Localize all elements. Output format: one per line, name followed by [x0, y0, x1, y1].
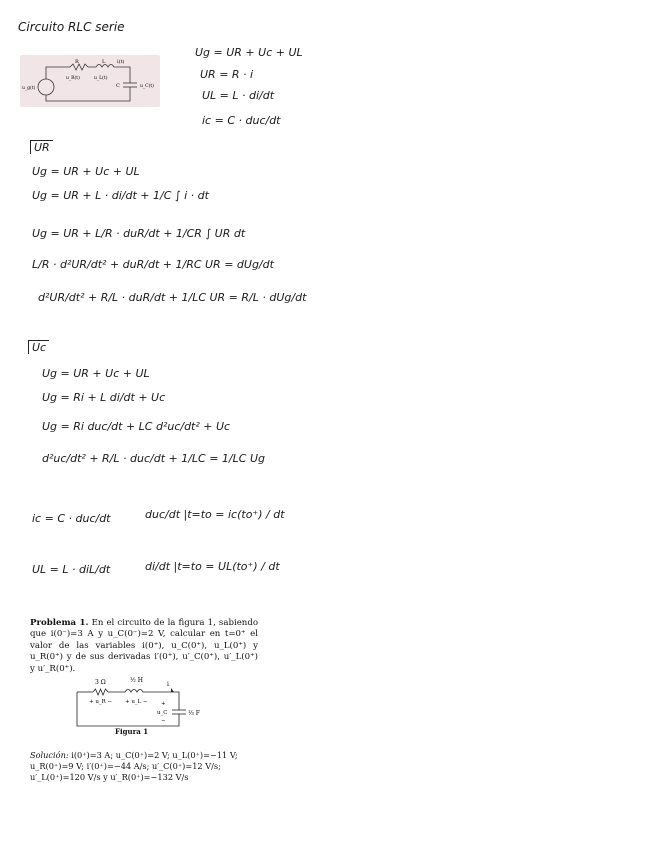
- label-i: i(t): [117, 59, 125, 65]
- problem-text: En el circuito de la figura 1, sabiendo que i(0⁻)=3 A y u_C(0⁻)=2 V, calcular en t=0⁺ el valor de las variables i(0⁺), u_C(0⁺), u_L(0⁺) y u_R(0⁺) y de sus derivadas i′(0⁺), u′_C(0⁺), u′_L(0⁺) y u′_R(0⁺).: [30, 618, 258, 674]
- fig-label-i: i: [167, 681, 169, 688]
- ur-line-3: Ug = UR + L/R · duR/dt + 1/CR ∫ UR dt: [32, 227, 246, 240]
- fig-label-3ohm: 3 Ω: [95, 679, 106, 686]
- label-ul: u_L(t): [94, 76, 108, 81]
- fig-label-plus: +: [161, 701, 166, 707]
- uc-line-4: d²uc/dt² + R/L · duc/dt + 1/LC = 1/LC Ug: [42, 452, 265, 465]
- problem-label: Problema 1.: [30, 618, 89, 628]
- deriv-duc-initial: duc/dt |t=to = ic(to⁺) / dt: [145, 508, 285, 521]
- fig-label-half-h: ½ H: [130, 677, 143, 684]
- eq-ur: UR = R · i: [200, 68, 254, 81]
- uc-line-3: Ug = Ri duc/dt + LC d²uc/dt² + Uc: [42, 420, 231, 433]
- problem-statement: [30, 618, 258, 675]
- label-l: L: [102, 59, 106, 65]
- label-ug: u_g(t): [22, 86, 36, 91]
- label-ur: u_R(t): [66, 76, 80, 81]
- section-uc-heading: Uc: [28, 340, 49, 354]
- eq-ul: UL = L · di/dt: [202, 89, 275, 102]
- rlc-circuit-diagram: [20, 55, 160, 107]
- solution-label: Solución:: [30, 750, 69, 760]
- fig-label-uc: u_C: [157, 710, 168, 716]
- solution-line-3: u′_L(0⁺)=120 V/s y u′_R(0⁺)=−132 V/s: [30, 772, 189, 783]
- page-title: Circuito RLC serie: [18, 20, 125, 34]
- solution-line-2: u_R(0⁺)=9 V; i′(0⁺)=−44 A/s; u′_C(0⁺)=12 V/s;: [30, 761, 221, 772]
- solution: [30, 750, 258, 784]
- figure-caption: Figura 1: [115, 727, 149, 736]
- eq-kvl: Ug = UR + Uc + UL: [195, 46, 303, 59]
- fig-label-third-f: ⅓ F: [188, 710, 200, 717]
- deriv-di-initial: di/dt |t=to = UL(to⁺) / dt: [145, 560, 280, 573]
- deriv-ul: UL = L · diL/dt: [32, 563, 111, 576]
- label-c: C: [116, 83, 120, 89]
- deriv-ic: ic = C · duc/dt: [32, 512, 111, 525]
- ur-line-1: Ug = UR + Uc + UL: [32, 165, 140, 178]
- uc-line-2: Ug = Ri + L di/dt + Uc: [42, 391, 166, 404]
- solution-line-1: i(0⁺)=3 A; u_C(0⁺)=2 V; u_L(0⁺)=−11 V;: [71, 750, 238, 760]
- uc-line-1: Ug = UR + Uc + UL: [42, 367, 150, 380]
- label-uc: u_C(t): [140, 84, 154, 89]
- ur-line-2: Ug = UR + L · di/dt + 1/C ∫ i · dt: [32, 189, 209, 202]
- ur-line-4: L/R · d²UR/dt² + duR/dt + 1/RC UR = dUg/dt: [32, 258, 274, 271]
- section-ur-heading: UR: [30, 140, 53, 154]
- label-r: R: [75, 59, 79, 65]
- fig-label-ur: + u_R −: [89, 699, 113, 705]
- fig-label-ul: + u_L −: [125, 699, 148, 705]
- ur-line-5: d²UR/dt² + R/L · duR/dt + 1/LC UR = R/L · dUg/dt: [38, 291, 307, 304]
- fig-label-minus: −: [161, 718, 166, 724]
- eq-ic: ic = C · duc/dt: [202, 114, 281, 127]
